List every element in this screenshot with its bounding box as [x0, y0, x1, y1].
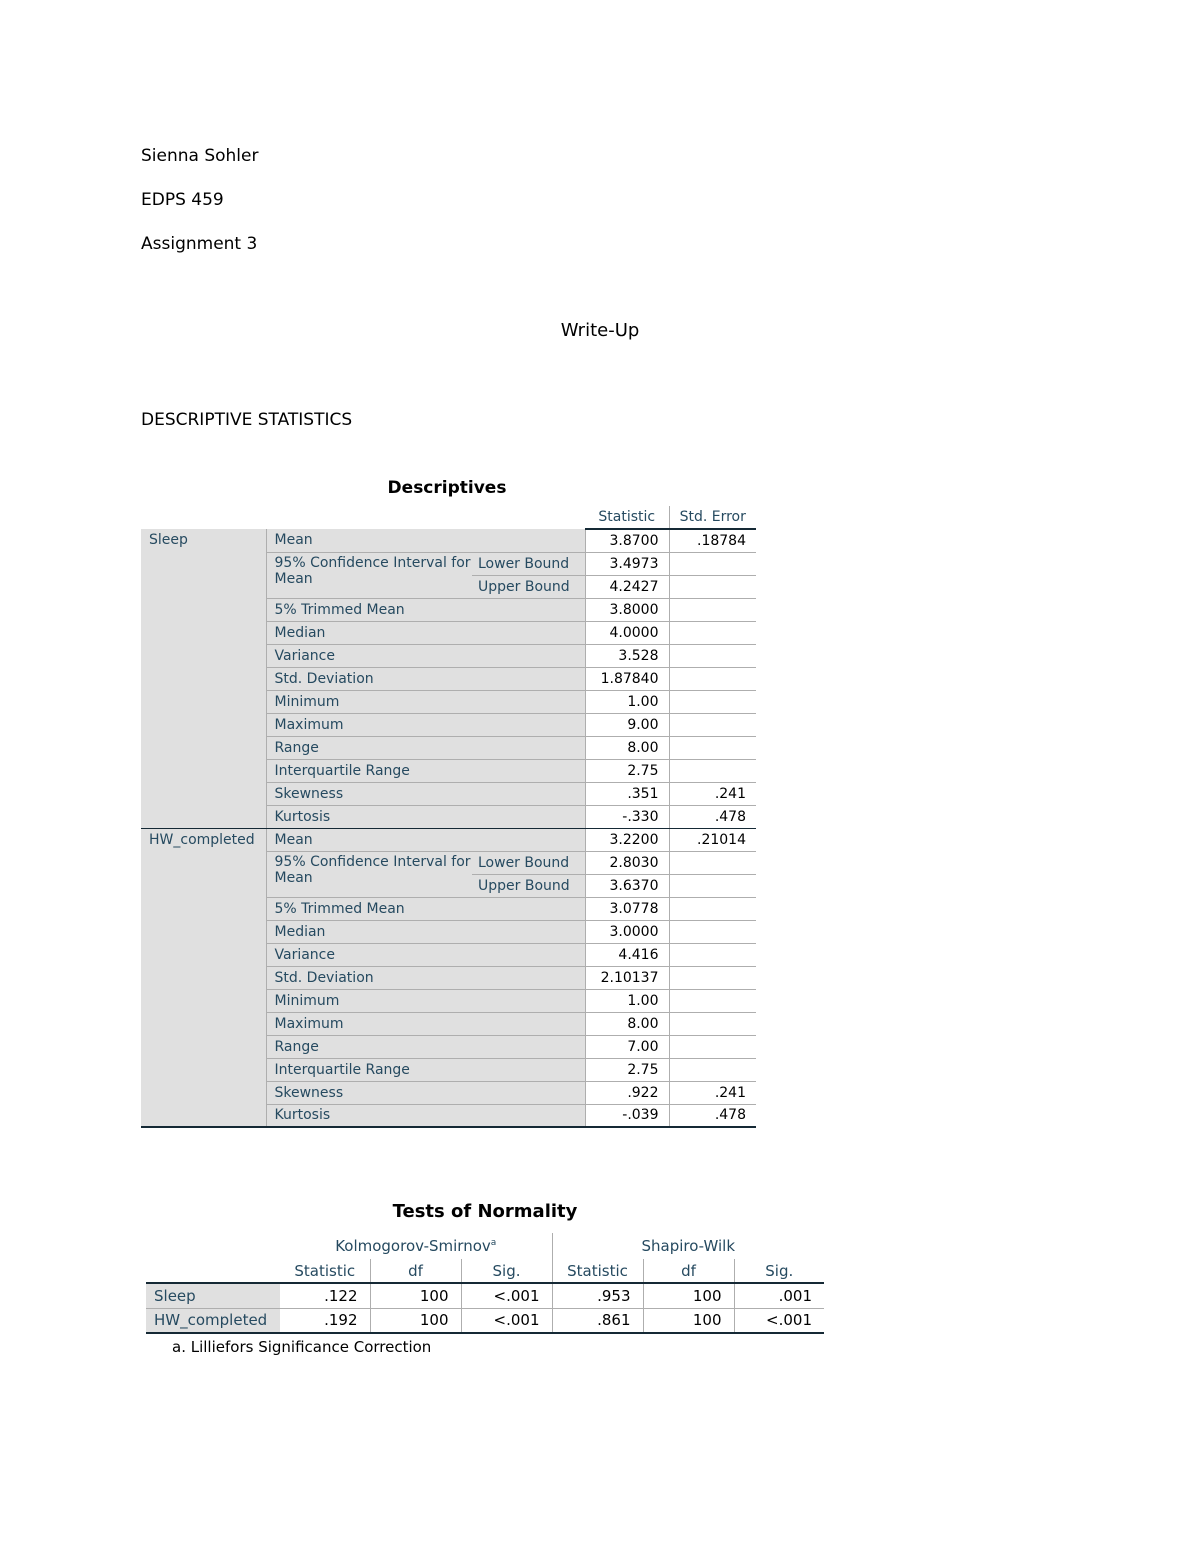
assignment-label: Assignment 3 [141, 234, 258, 254]
row-label: Minimum [266, 690, 585, 713]
stat-value: 4.416 [585, 943, 669, 966]
col-header-sig: Sig. [461, 1259, 552, 1283]
row-label: Interquartile Range [266, 1058, 585, 1081]
se-value: .241 [669, 1081, 756, 1104]
stat-value: 1.00 [585, 690, 669, 713]
ks-header: Kolmogorov-Smirnov$^a$ [335, 1237, 497, 1255]
stat-value: 2.10137 [585, 966, 669, 989]
sw-header: Shapiro-Wilk [552, 1233, 824, 1259]
table-subheader-row [146, 1259, 824, 1283]
table-row [141, 828, 756, 851]
group-label: HW_completed [141, 828, 266, 1127]
row-sublabel: Lower Bound [472, 552, 585, 575]
sw-df: 100 [643, 1283, 734, 1308]
stat-value: 4.0000 [585, 621, 669, 644]
row-label: Kurtosis [266, 1104, 585, 1127]
descriptives-title: Descriptives [387, 478, 507, 498]
row-label: Variance [266, 943, 585, 966]
se-value: .478 [669, 1104, 756, 1127]
row-label: 95% Confidence Interval for Mean [266, 552, 472, 598]
table-header-row [146, 1233, 824, 1259]
col-header-statistic: Statistic [280, 1259, 370, 1283]
table-footnote: a. Lilliefors Significance Correction [172, 1338, 432, 1356]
author-name: Sienna Sohler [141, 146, 259, 166]
stat-value: 3.0778 [585, 897, 669, 920]
row-label: Interquartile Range [266, 759, 585, 782]
normality-title: Tests of Normality [392, 1201, 578, 1222]
page-title: Write-Up [560, 320, 640, 341]
ks-df: 100 [370, 1308, 461, 1333]
stat-value: 3.4973 [585, 552, 669, 575]
table-row [146, 1308, 824, 1333]
stat-value: 3.2200 [585, 828, 669, 851]
stat-value: -.330 [585, 805, 669, 828]
sw-statistic: .861 [552, 1308, 643, 1333]
stat-value: 8.00 [585, 1012, 669, 1035]
row-label: Median [266, 621, 585, 644]
sw-df: 100 [643, 1308, 734, 1333]
row-label: Std. Deviation [266, 966, 585, 989]
stat-value: 2.8030 [585, 851, 669, 874]
row-label: Skewness [266, 1081, 585, 1104]
stat-value: .351 [585, 782, 669, 805]
se-value: .478 [669, 805, 756, 828]
row-label: Minimum [266, 989, 585, 1012]
stat-value: 4.2427 [585, 575, 669, 598]
ks-sig: <.001 [461, 1308, 552, 1333]
stat-value: 3.528 [585, 644, 669, 667]
row-label: HW_completed [146, 1308, 280, 1333]
row-sublabel: Upper Bound [472, 575, 585, 598]
row-label: Std. Deviation [266, 667, 585, 690]
stat-value: 9.00 [585, 713, 669, 736]
table-row [141, 529, 756, 552]
col-header-df: df [370, 1259, 461, 1283]
row-label: Median [266, 920, 585, 943]
stat-value: 1.87840 [585, 667, 669, 690]
row-label: Maximum [266, 1012, 585, 1035]
row-label: Variance [266, 644, 585, 667]
ks-statistic: .192 [280, 1308, 370, 1333]
row-label: Range [266, 1035, 585, 1058]
row-sublabel: Upper Bound [472, 874, 585, 897]
row-label: Mean [266, 529, 585, 552]
stat-value: 1.00 [585, 989, 669, 1012]
stat-value: 3.0000 [585, 920, 669, 943]
row-label: Range [266, 736, 585, 759]
col-header-df: df [643, 1259, 734, 1283]
se-value: .18784 [669, 529, 756, 552]
stat-value: -.039 [585, 1104, 669, 1127]
stat-value: 3.6370 [585, 874, 669, 897]
table-row [146, 1283, 824, 1308]
footnote-marker: a [490, 1238, 497, 1248]
table-header-row [141, 506, 756, 529]
row-sublabel: Lower Bound [472, 851, 585, 874]
row-label: 5% Trimmed Mean [266, 598, 585, 621]
row-label: Kurtosis [266, 805, 585, 828]
descriptives-table [141, 506, 756, 1128]
col-header-sig: Sig. [734, 1259, 824, 1283]
row-label: 95% Confidence Interval for Mean [266, 851, 472, 897]
ks-sig: <.001 [461, 1283, 552, 1308]
sw-sig: <.001 [734, 1308, 824, 1333]
col-header-statistic: Statistic [552, 1259, 643, 1283]
row-label: 5% Trimmed Mean [266, 897, 585, 920]
col-header-std-error: Std. Error [669, 506, 756, 529]
se-value: .21014 [669, 828, 756, 851]
stat-value: .922 [585, 1081, 669, 1104]
stat-value: 2.75 [585, 1058, 669, 1081]
row-label: Mean [266, 828, 585, 851]
col-header-statistic: Statistic [585, 506, 669, 529]
stat-value: 8.00 [585, 736, 669, 759]
ks-statistic: .122 [280, 1283, 370, 1308]
group-label: Sleep [141, 529, 266, 828]
section-heading: DESCRIPTIVE STATISTICS [141, 410, 353, 430]
sw-statistic: .953 [552, 1283, 643, 1308]
stat-value: 2.75 [585, 759, 669, 782]
course-code: EDPS 459 [141, 190, 224, 210]
row-label: Skewness [266, 782, 585, 805]
ks-df: 100 [370, 1283, 461, 1308]
row-label: Maximum [266, 713, 585, 736]
sw-sig: .001 [734, 1283, 824, 1308]
stat-value: 3.8700 [585, 529, 669, 552]
normality-table [146, 1233, 824, 1334]
se-value: .241 [669, 782, 756, 805]
row-label: Sleep [146, 1283, 280, 1308]
stat-value: 7.00 [585, 1035, 669, 1058]
stat-value: 3.8000 [585, 598, 669, 621]
